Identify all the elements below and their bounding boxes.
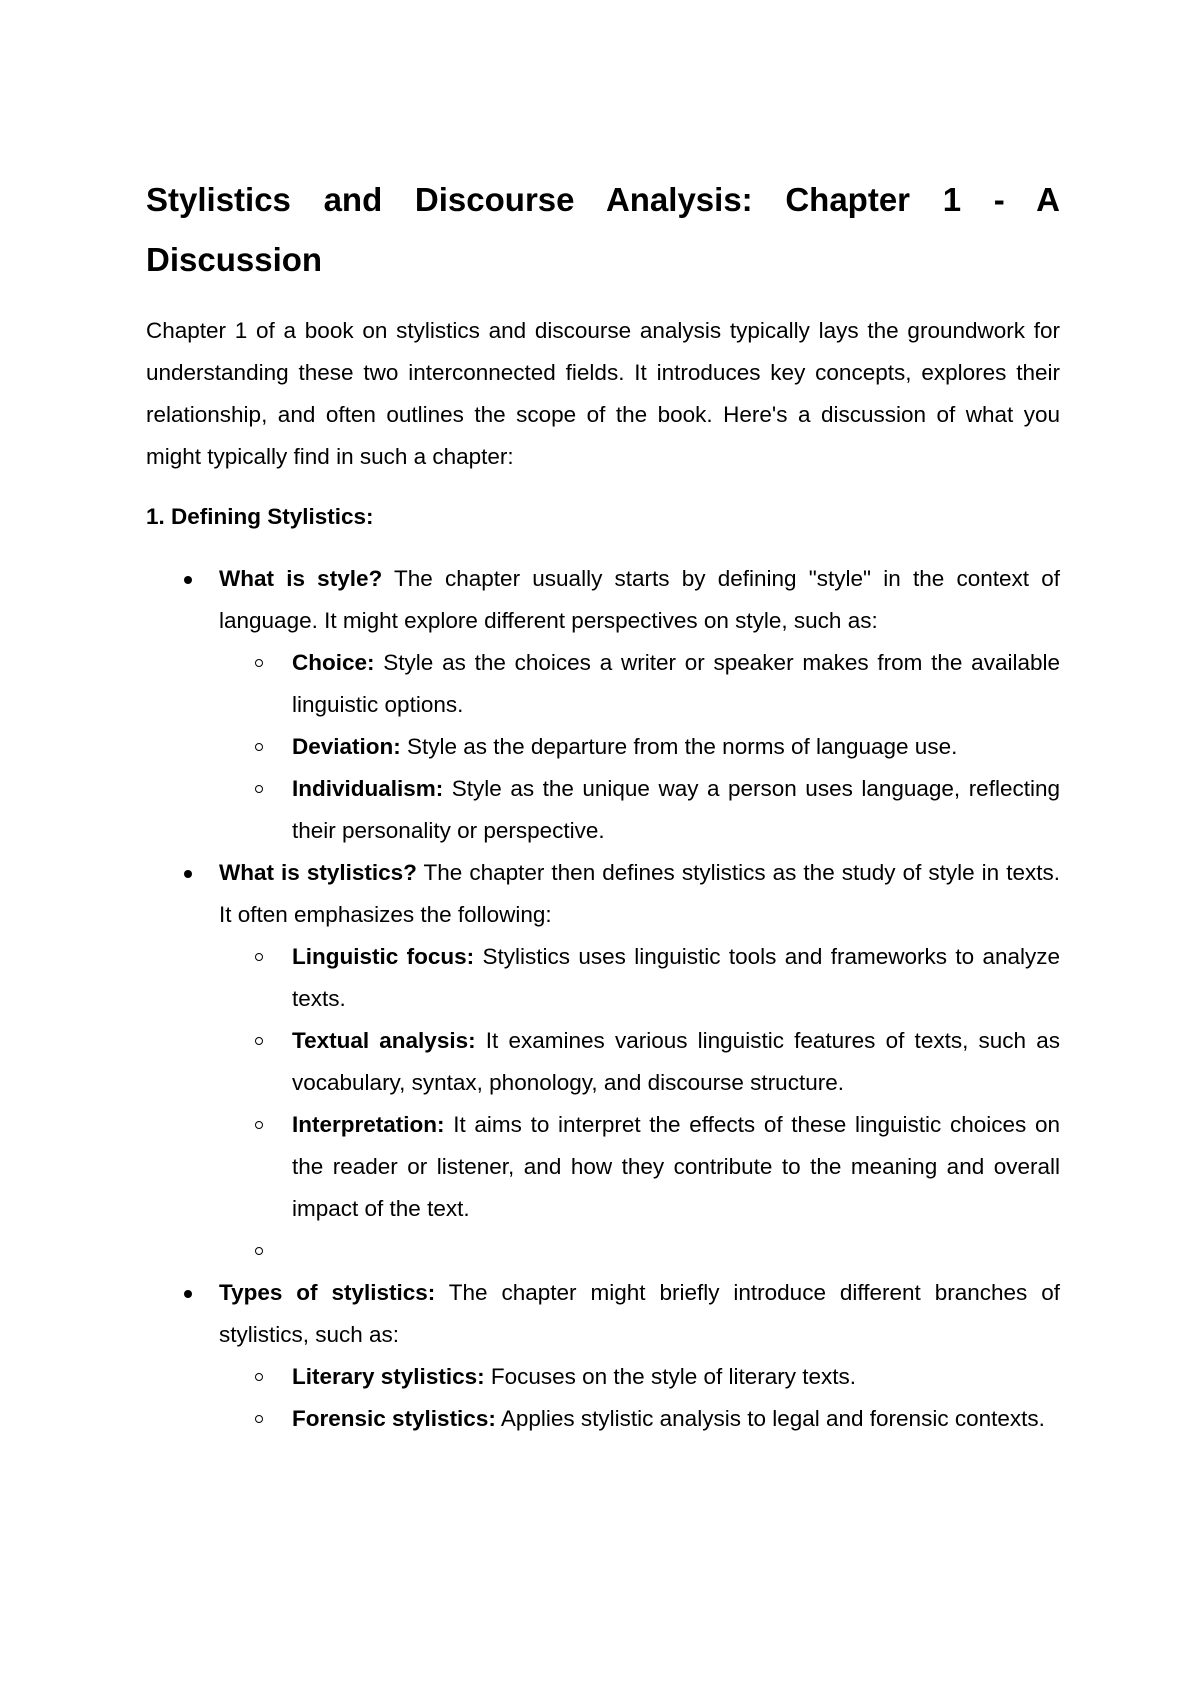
sub-list-item (219, 642, 1060, 726)
sub-list-item-body: It aims to interpret the effects of these linguistic choices on the reader or listener, and how they contribute to the meaning and overall impact of the text. (292, 1112, 1060, 1221)
bullet-circle-icon (255, 1121, 263, 1129)
sub-bullet-list (219, 642, 1060, 852)
sub-list-item (219, 936, 1060, 1020)
list-item-term: What is style? (219, 566, 383, 591)
sub-list-item-term: Forensic stylistics: (292, 1406, 496, 1431)
main-bullet-list (146, 558, 1060, 1440)
sub-list-item (219, 1104, 1060, 1230)
document-page (146, 170, 1060, 1440)
bullet-circle-icon (255, 743, 263, 751)
sub-list-item-term: Choice: (292, 650, 375, 675)
sub-list-item-body: Style as the departure from the norms of language use. (400, 734, 958, 759)
section-heading: 1. Defining Stylistics: (146, 504, 374, 529)
sub-list-item-term: Deviation: (292, 734, 401, 759)
sub-list-item-term: Individualism: (292, 776, 444, 801)
sub-list-item (219, 1020, 1060, 1104)
sub-list-item-text (292, 1356, 1060, 1398)
list-item (146, 852, 1060, 1272)
bullet-disc-icon (184, 1290, 192, 1298)
bullet-circle-icon (255, 1037, 263, 1045)
bullet-circle-icon (255, 953, 263, 961)
list-item-body: The chapter might briefly introduce different branches of stylistics, such as: (219, 1280, 1060, 1347)
list-item-text (219, 558, 1060, 642)
sub-list-item-body: Style as the choices a writer or speaker makes from the available linguistic options. (292, 650, 1060, 717)
sub-list-item-text (292, 1398, 1060, 1440)
sub-list-item-text (292, 726, 1060, 768)
sub-list-item (219, 726, 1060, 768)
sub-bullet-list (219, 936, 1060, 1272)
sub-list-item-body: It examines various linguistic features of texts, such as vocabulary, syntax, phonology, and discourse structure. (292, 1028, 1060, 1095)
sub-list-item-body: Stylistics uses linguistic tools and frameworks to analyze texts. (292, 944, 1061, 1011)
bullet-circle-icon (255, 1247, 263, 1255)
sub-list-item-body: Style as the unique way a person uses language, reflecting their personality or perspective. (292, 776, 1060, 843)
bullet-disc-icon (184, 576, 192, 584)
sub-bullet-list (219, 1356, 1060, 1440)
bullet-circle-icon (255, 785, 263, 793)
bullet-circle-icon (255, 659, 263, 667)
bullet-circle-icon (255, 1373, 263, 1381)
sub-list-item-text (292, 1020, 1060, 1104)
sub-list-item-body: Applies stylistic analysis to legal and forensic contexts. (495, 1406, 1045, 1431)
list-item-body: The chapter then defines stylistics as the study of style in texts. It often emphasizes the following: (219, 860, 1060, 927)
document-title: Stylistics and Discourse Analysis: Chapter 1 - A Discussion (146, 181, 1060, 278)
intro-paragraph: Chapter 1 of a book on stylistics and discourse analysis typically lays the groundwork for understanding these two interconnected fields. It introduces key concepts, explores their relationship, and often outlines the scope of the book. Here's a discussion of what you might typically find in such a chapter: (146, 318, 1060, 469)
sub-list-item-body: Focuses on the style of literary texts. (484, 1364, 856, 1389)
list-item-body: The chapter usually starts by defining "style" in the context of language. It might explore different perspectives on style, such as: (219, 566, 1060, 633)
sub-list-item-empty (219, 1230, 1060, 1272)
list-item-term: Types of stylistics: (219, 1280, 436, 1305)
list-item (146, 558, 1060, 852)
sub-list-item-term: Linguistic focus: (292, 944, 475, 969)
sub-list-item-term: Literary stylistics: (292, 1364, 485, 1389)
sub-list-item (219, 768, 1060, 852)
sub-list-item-term: Textual analysis: (292, 1028, 476, 1053)
list-item (146, 1272, 1060, 1440)
sub-list-item-text (292, 768, 1060, 852)
sub-list-item (219, 1398, 1060, 1440)
sub-list-item (219, 1356, 1060, 1398)
sub-list-item-text (292, 936, 1060, 1020)
sub-list-item-term: Interpretation: (292, 1112, 445, 1137)
list-item-term: What is stylistics? (219, 860, 417, 885)
list-item-text (219, 1272, 1060, 1356)
bullet-circle-icon (255, 1415, 263, 1423)
list-item-text (219, 852, 1060, 936)
sub-list-item-text (292, 642, 1060, 726)
sub-list-item-text (292, 1104, 1060, 1230)
bullet-disc-icon (184, 870, 192, 878)
